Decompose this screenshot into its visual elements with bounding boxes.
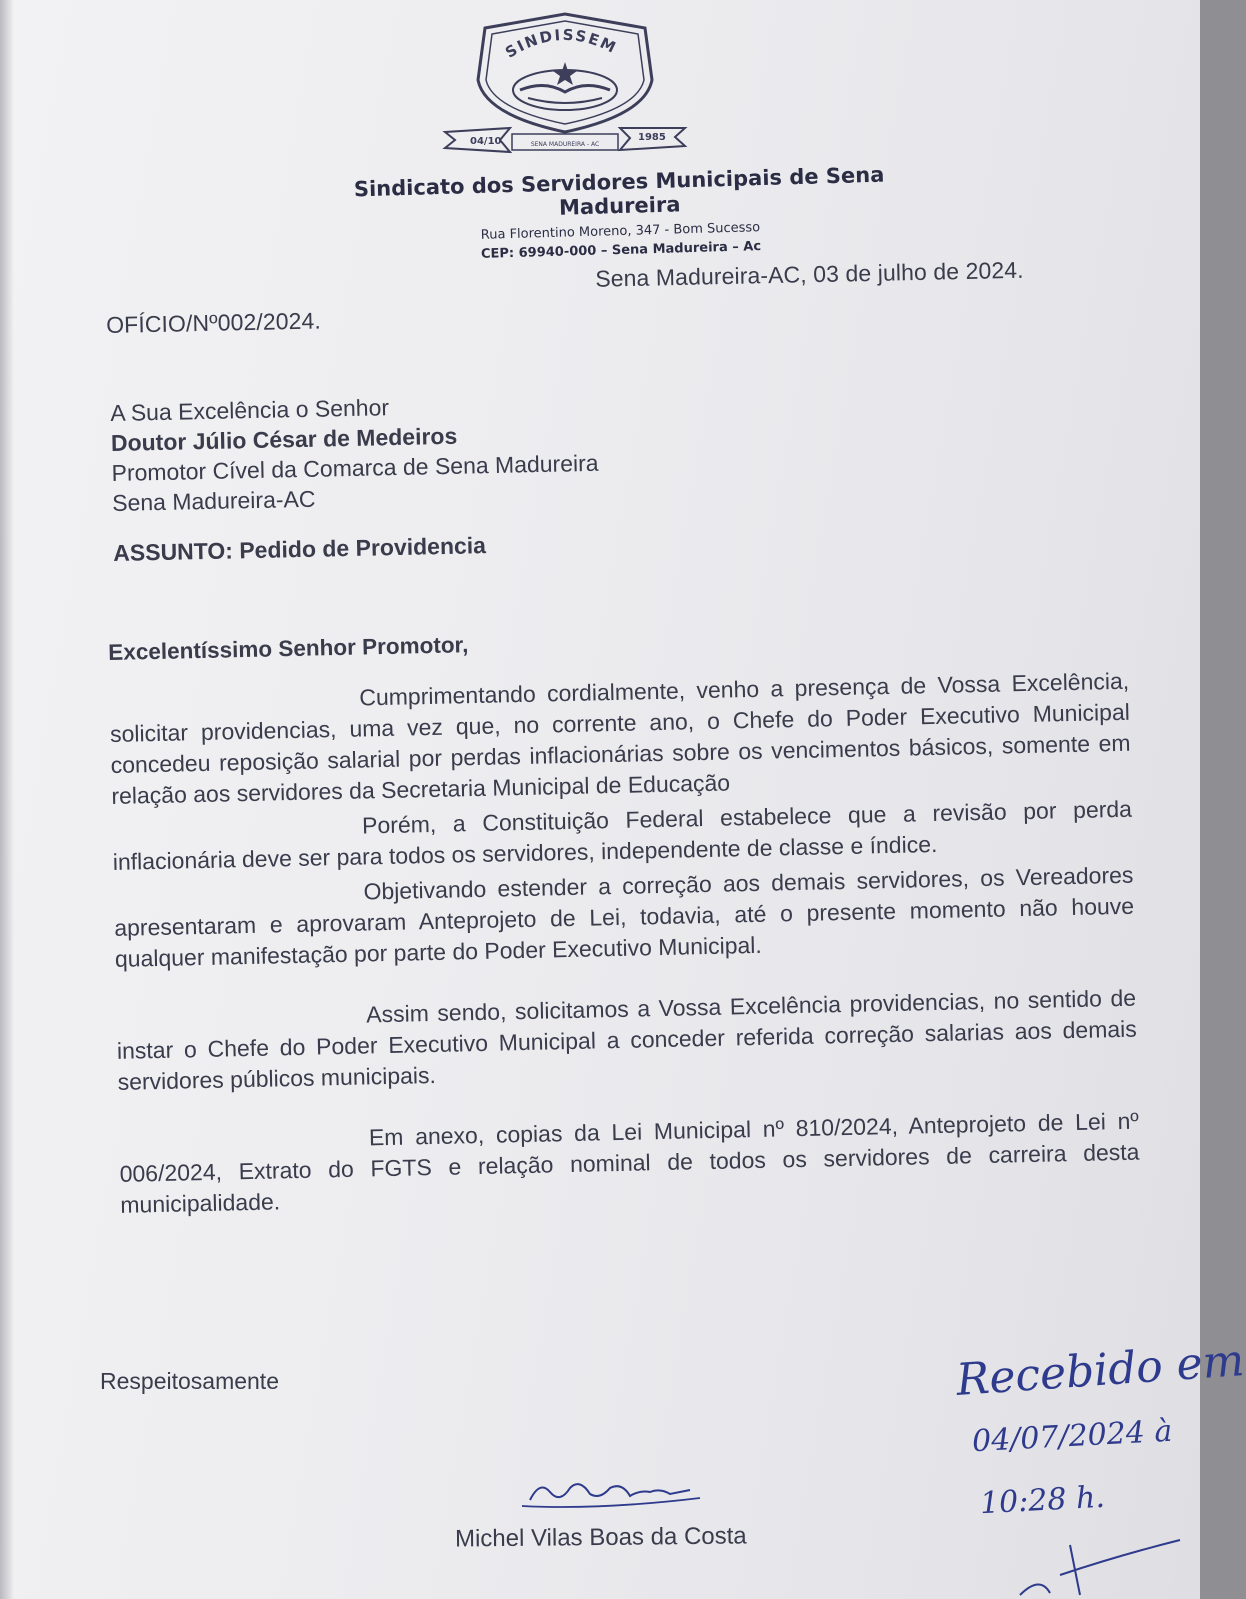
svg-text:04/10: 04/10 — [470, 136, 502, 147]
greeting: Excelentíssimo Senhor Promotor, — [108, 632, 469, 665]
handwritten-signature — [510, 1470, 710, 1520]
office-number: OFÍCIO/Nº002/2024. — [105, 307, 322, 338]
initials-mark — [1010, 1535, 1190, 1599]
recipient-role: Promotor Cível da Comarca de Sena Madureira — [111, 449, 599, 486]
receipt-line-3: 10:28 h. — [979, 1479, 1106, 1522]
page-edge-shadow — [0, 0, 14, 1599]
union-logo — [440, 10, 690, 160]
organization-cep: CEP: 69940-000 – Sena Madureira – Ac — [480, 239, 762, 262]
svg-text:SINDISSEM: SINDISSEM — [502, 25, 621, 62]
signer-name: Michel Vilas Boas da Costa — [454, 1522, 747, 1553]
organization-address: Rua Florentino Moreno, 347 - Bom Sucesso — [480, 220, 761, 243]
receipt-line-2: 04/07/2024 à — [971, 1413, 1174, 1460]
recipient-block — [110, 383, 813, 568]
letter-meta — [105, 249, 1107, 360]
paragraph: Objetivando estender a correção aos demais servidores, os Vereadores apresentaram e aprovaram Anteprojeto de Lei, todavia, até o presente momento não houve qualquer manifestação por parte do Poder Executivo Municipal. — [113, 861, 1135, 972]
place-date: Sena Madureira-AC, 03 de julho de 2024. — [595, 256, 1024, 292]
receipt-note — [950, 1334, 1246, 1599]
recipient-salutation: A Sua Excelência o Senhor — [110, 394, 390, 426]
paragraph: Assim sendo, solicitamos a Vossa Excelência providencias, no sentido de instar o Chefe do Poder Executivo Municipal a conceder referida correção salarias aos demais servidores públicos municipais. — [116, 984, 1138, 1095]
recipient-name: Doutor Júlio César de Medeiros — [110, 422, 458, 456]
paragraph: Cumprimentando cordialmente, venho a presença de Vossa Excelência, solicitar providencias, uma vez que, no corrente ano, o Chefe do Poder Executivo Municipal concedeu reposição salarial por perdas inflacionárias sobre os vencimentos básicos, somente em relação aos servidores da Secretaria Municipal de Educação — [109, 667, 1131, 809]
organization-name: Sindicato dos Servidores Municipais de Sena Madureira — [353, 162, 885, 220]
valediction: Respeitosamente — [100, 1368, 279, 1394]
paragraph: Em anexo, copias da Lei Municipal nº 810/2024, Anteprojeto de Lei nº 006/2024, Extrato do FGTS e relação nominal de todos os servidores de carreira desta municipalidade. — [119, 1107, 1140, 1218]
recipient-city: Sena Madureira-AC — [111, 485, 316, 516]
letter-body — [108, 618, 1140, 1221]
paragraph: Porém, a Constituição Federal estabelece que a revisão por perda inflacionária deve ser para todos os servidores, independente de classe e índice. — [112, 795, 1133, 875]
letterhead — [299, 161, 941, 267]
svg-text:SENA MADUREIRA - AC: SENA MADUREIRA - AC — [530, 141, 600, 148]
subject-line: ASSUNTO: Pedido de Providencia — [112, 532, 487, 566]
svg-text:1985: 1985 — [638, 132, 666, 143]
receipt-line-1: Recebido em — [954, 1334, 1246, 1407]
